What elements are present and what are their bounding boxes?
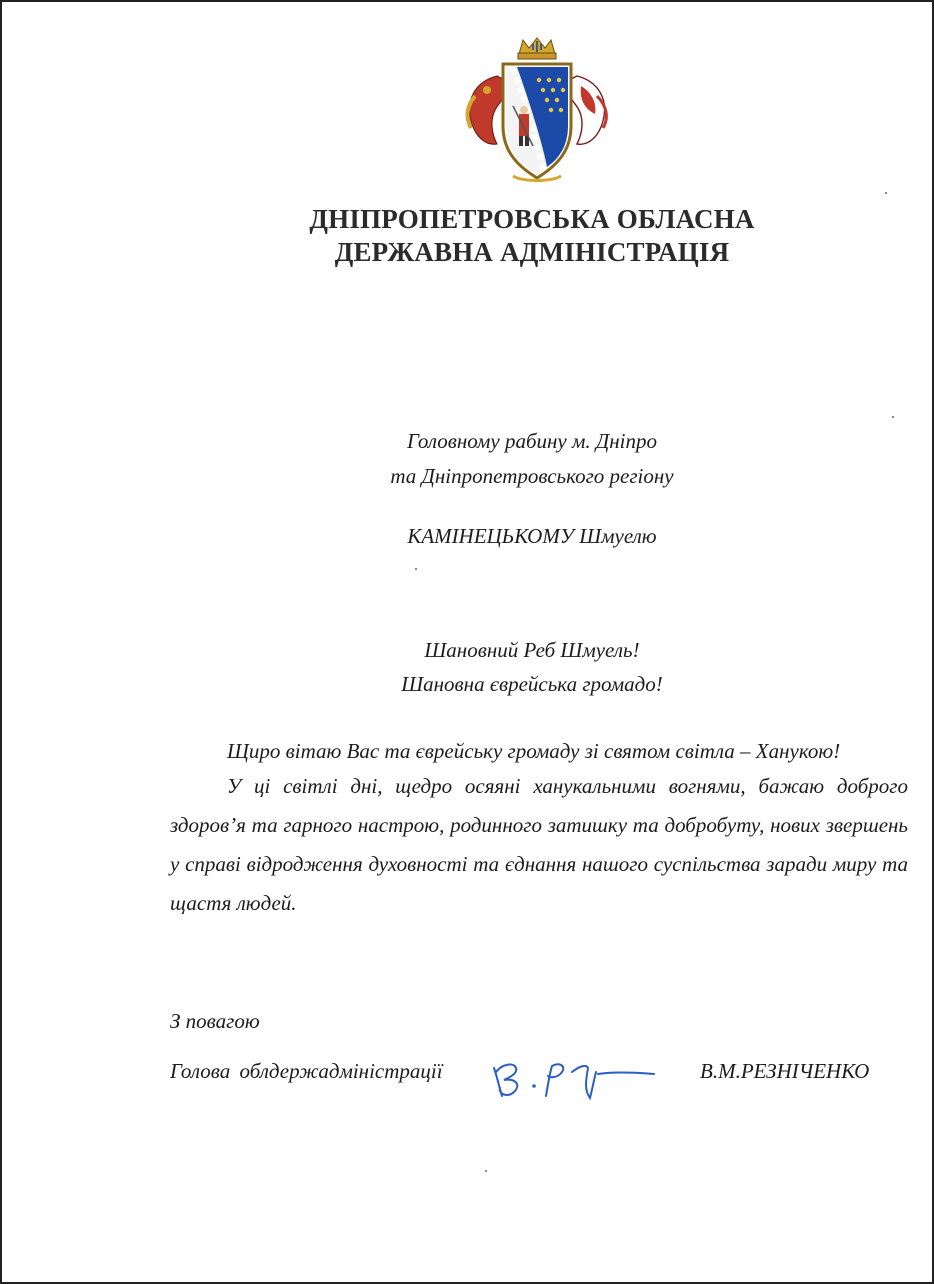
signatory-position: Голова облдержадміністрації [170, 1059, 443, 1083]
salutation-line1: Шановний Реб Шмуель! [424, 638, 640, 662]
organization-name-line2: ДЕРЖАВНА АДМІНІСТРАЦІЯ [334, 237, 730, 267]
signatory-name: В.М.РЕЗНІЧЕНКО [700, 1059, 870, 1083]
body-paragraph-1: Щиро вітаю Вас та єврейську громаду зі святом світла – Ханукою! [227, 739, 841, 763]
scan-speck [415, 568, 417, 570]
organization-name-line1: ДНІПРОПЕТРОВСЬКА ОБЛАСНА [309, 204, 755, 234]
handwritten-signature-icon [490, 1050, 660, 1105]
addressee-title-line1: Головному рабину м. Дніпро [406, 429, 658, 453]
scan-speck [892, 416, 894, 418]
addressee-title-line2: та Дніпропетровського регіону [390, 464, 674, 488]
scan-speck [485, 1170, 487, 1172]
salutation-line2: Шановна єврейська громадо! [401, 672, 663, 696]
body-paragraph-2: У ці світлі дні, щедро осяяні ханукальними вогнями, бажаю доброго здоров’я та гарного настрою, родинного затишку та добробуту, нових звершень у справі відродження духовності та єднання нашого суспільства заради миру та щастя людей. [170, 774, 908, 915]
scan-speck [885, 192, 887, 194]
addressee-name: КАМІНЕЦЬКОМУ Шмуелю [407, 524, 657, 548]
closing-regards: З повагою [170, 1009, 260, 1033]
coat-of-arms-icon [457, 36, 617, 186]
